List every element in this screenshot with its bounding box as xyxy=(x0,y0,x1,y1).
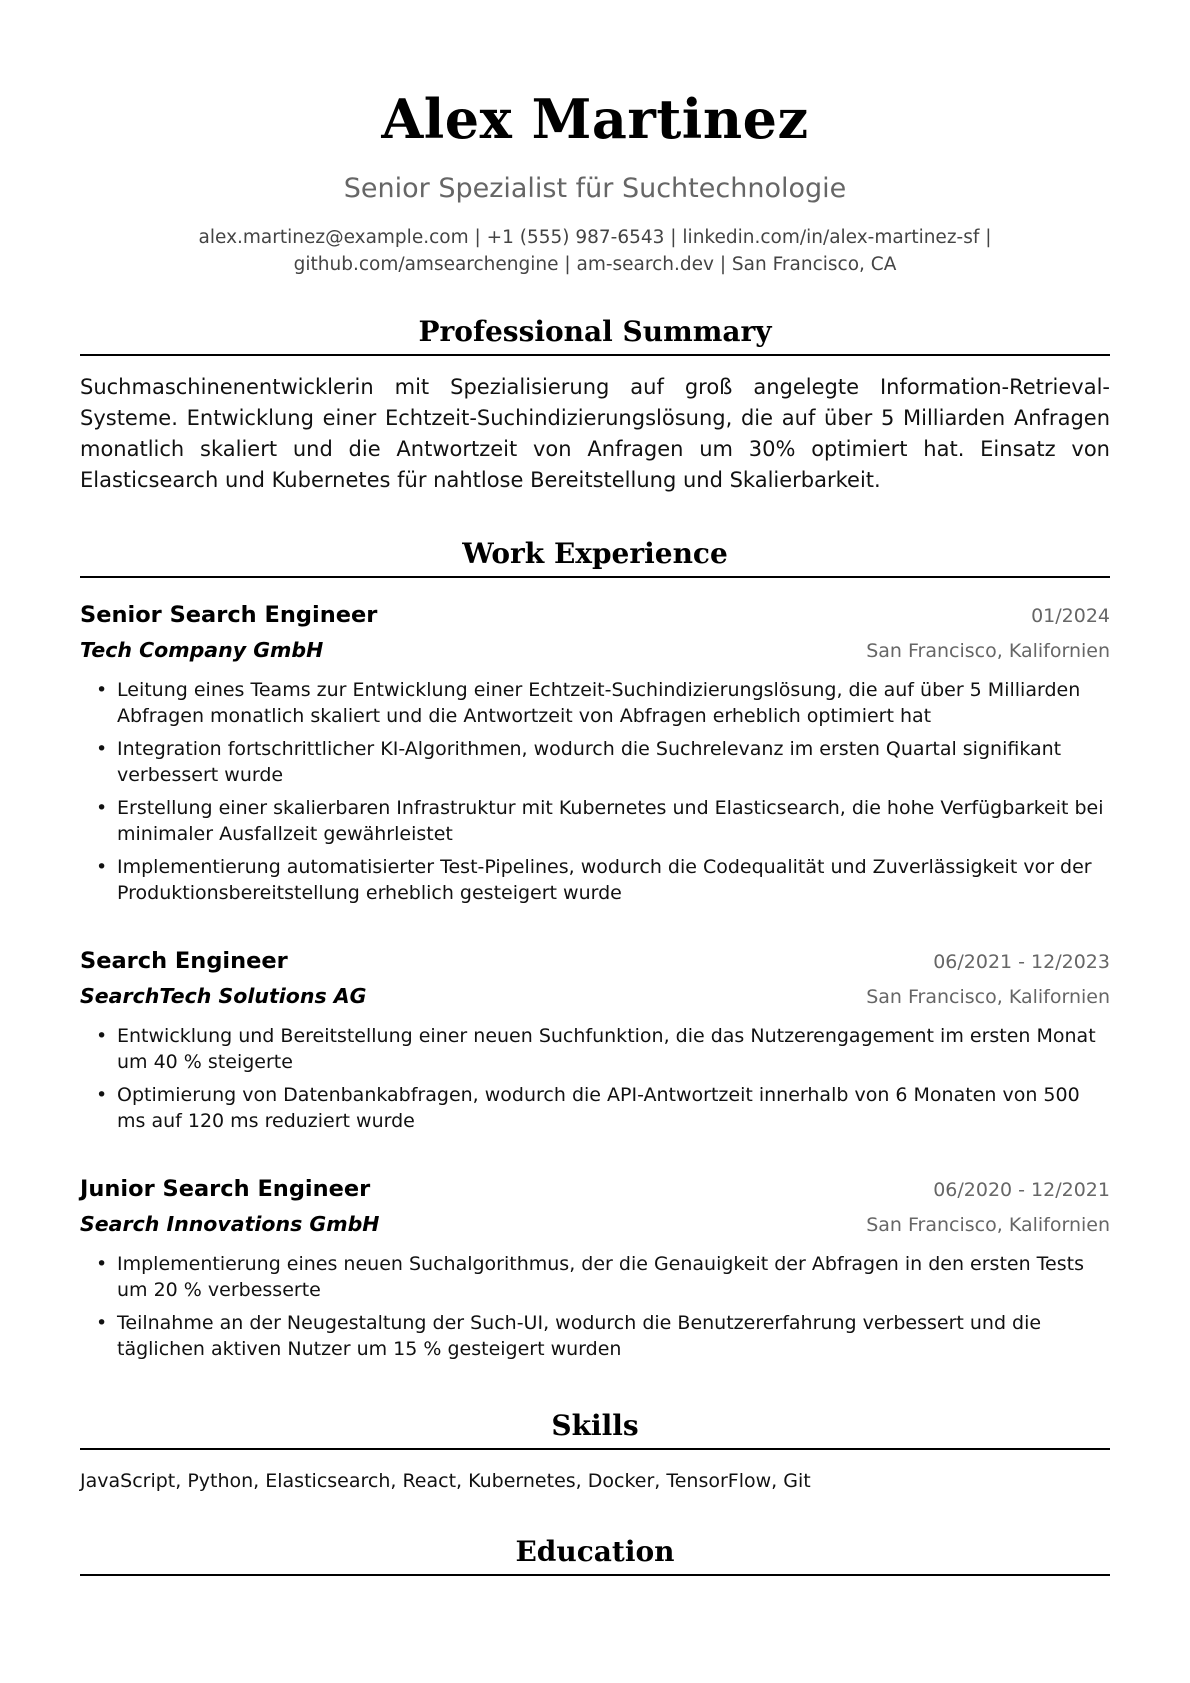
summary-text: Suchmaschinenentwicklerin mit Spezialisierung auf groß angelegte Information-Retrieval-Systeme. Entwicklung einer Echtzeit-Suchindizierungslösung, die auf über 5 Milliarden Anfragen monatlich skaliert und die Antwortzeit von Anfragen um 30% optimiert hat. Einsatz von Elasticsearch und Kubernetes für nahtlose Bereitstellung und Skalierbarkeit. xyxy=(80,375,1110,492)
contact-line-2: github.com/amsearchengine | am-search.dev | San Francisco, CA xyxy=(293,254,897,275)
job-bullets xyxy=(80,1023,1110,1134)
job-entry xyxy=(80,1174,1110,1362)
job-title: Junior Search Engineer xyxy=(80,1176,371,1202)
job-location: San Francisco, Kalifornien xyxy=(866,640,1110,662)
job-bullet: • Integration fortschrittlicher KI-Algorithmen, wodurch die Suchrelevanz im ersten Quartal signifikant verbessert wurde xyxy=(96,736,1110,788)
job-bullet: • Implementierung automatisierter Test-Pipelines, wodurch die Codequalität und Zuverlässigkeit vor der Produktionsbereitstellung erheblich gesteigert wurde xyxy=(96,854,1110,906)
job-title: Search Engineer xyxy=(80,948,288,974)
contact-info xyxy=(80,224,1110,278)
job-entry xyxy=(80,600,1110,906)
skills-list: JavaScript, Python, Elasticsearch, React, Kubernetes, Docker, TensorFlow, Git xyxy=(80,1470,811,1492)
section-heading-skills: Skills xyxy=(80,1408,1110,1450)
job-date: 01/2024 xyxy=(1031,605,1110,627)
job-bullet: • Erstellung einer skalierbaren Infrastruktur mit Kubernetes und Elasticsearch, die hohe Verfügbarkeit bei minimaler Ausfallzeit gewährleistet xyxy=(96,795,1110,847)
contact-line-1: alex.martinez@example.com | +1 (555) 987-6543 | linkedin.com/in/alex-martinez-sf | xyxy=(198,227,992,248)
job-bullet: • Entwicklung und Bereitstellung einer neuen Suchfunktion, die das Nutzerengagement im ersten Monat um 40 % steigerte xyxy=(96,1023,1110,1075)
job-date: 06/2020 - 12/2021 xyxy=(933,1179,1110,1201)
job-date: 06/2021 - 12/2023 xyxy=(933,951,1110,973)
job-bullet: • Teilnahme an der Neugestaltung der Such-UI, wodurch die Benutzererfahrung verbessert und die täglichen aktiven Nutzer um 15 % gesteigert wurden xyxy=(96,1310,1110,1362)
job-title: Senior Search Engineer xyxy=(80,602,378,628)
section-heading-summary: Professional Summary xyxy=(80,314,1110,356)
job-location: San Francisco, Kalifornien xyxy=(866,986,1110,1008)
resume-header xyxy=(80,0,1110,278)
job-bullet: • Implementierung eines neuen Suchalgorithmus, der die Genauigkeit der Abfragen in den ersten Tests um 20 % verbesserte xyxy=(96,1251,1110,1303)
section-heading-experience: Work Experience xyxy=(80,536,1110,578)
section-heading-education: Education xyxy=(80,1534,1110,1576)
job-bullet: • Leitung eines Teams zur Entwicklung einer Echtzeit-Suchindizierungslösung, die auf über 5 Milliarden Abfragen monatlich skaliert und die Antwortzeit von Abfragen erheblich optimiert hat xyxy=(96,677,1110,729)
job-bullets xyxy=(80,1251,1110,1362)
job-bullet: • Optimierung von Datenbankabfragen, wodurch die API-Antwortzeit innerhalb von 6 Monaten von 500 ms auf 120 ms reduziert wurde xyxy=(96,1082,1110,1134)
job-company: SearchTech Solutions AG xyxy=(80,984,367,1008)
job-location: San Francisco, Kalifornien xyxy=(866,1214,1110,1236)
candidate-name: Alex Martinez xyxy=(381,87,809,151)
job-company: Tech Company GmbH xyxy=(80,638,324,662)
job-bullets xyxy=(80,677,1110,906)
candidate-title: Senior Spezialist für Suchtechnologie xyxy=(343,173,847,204)
job-entry xyxy=(80,946,1110,1134)
job-company: Search Innovations GmbH xyxy=(80,1212,380,1236)
